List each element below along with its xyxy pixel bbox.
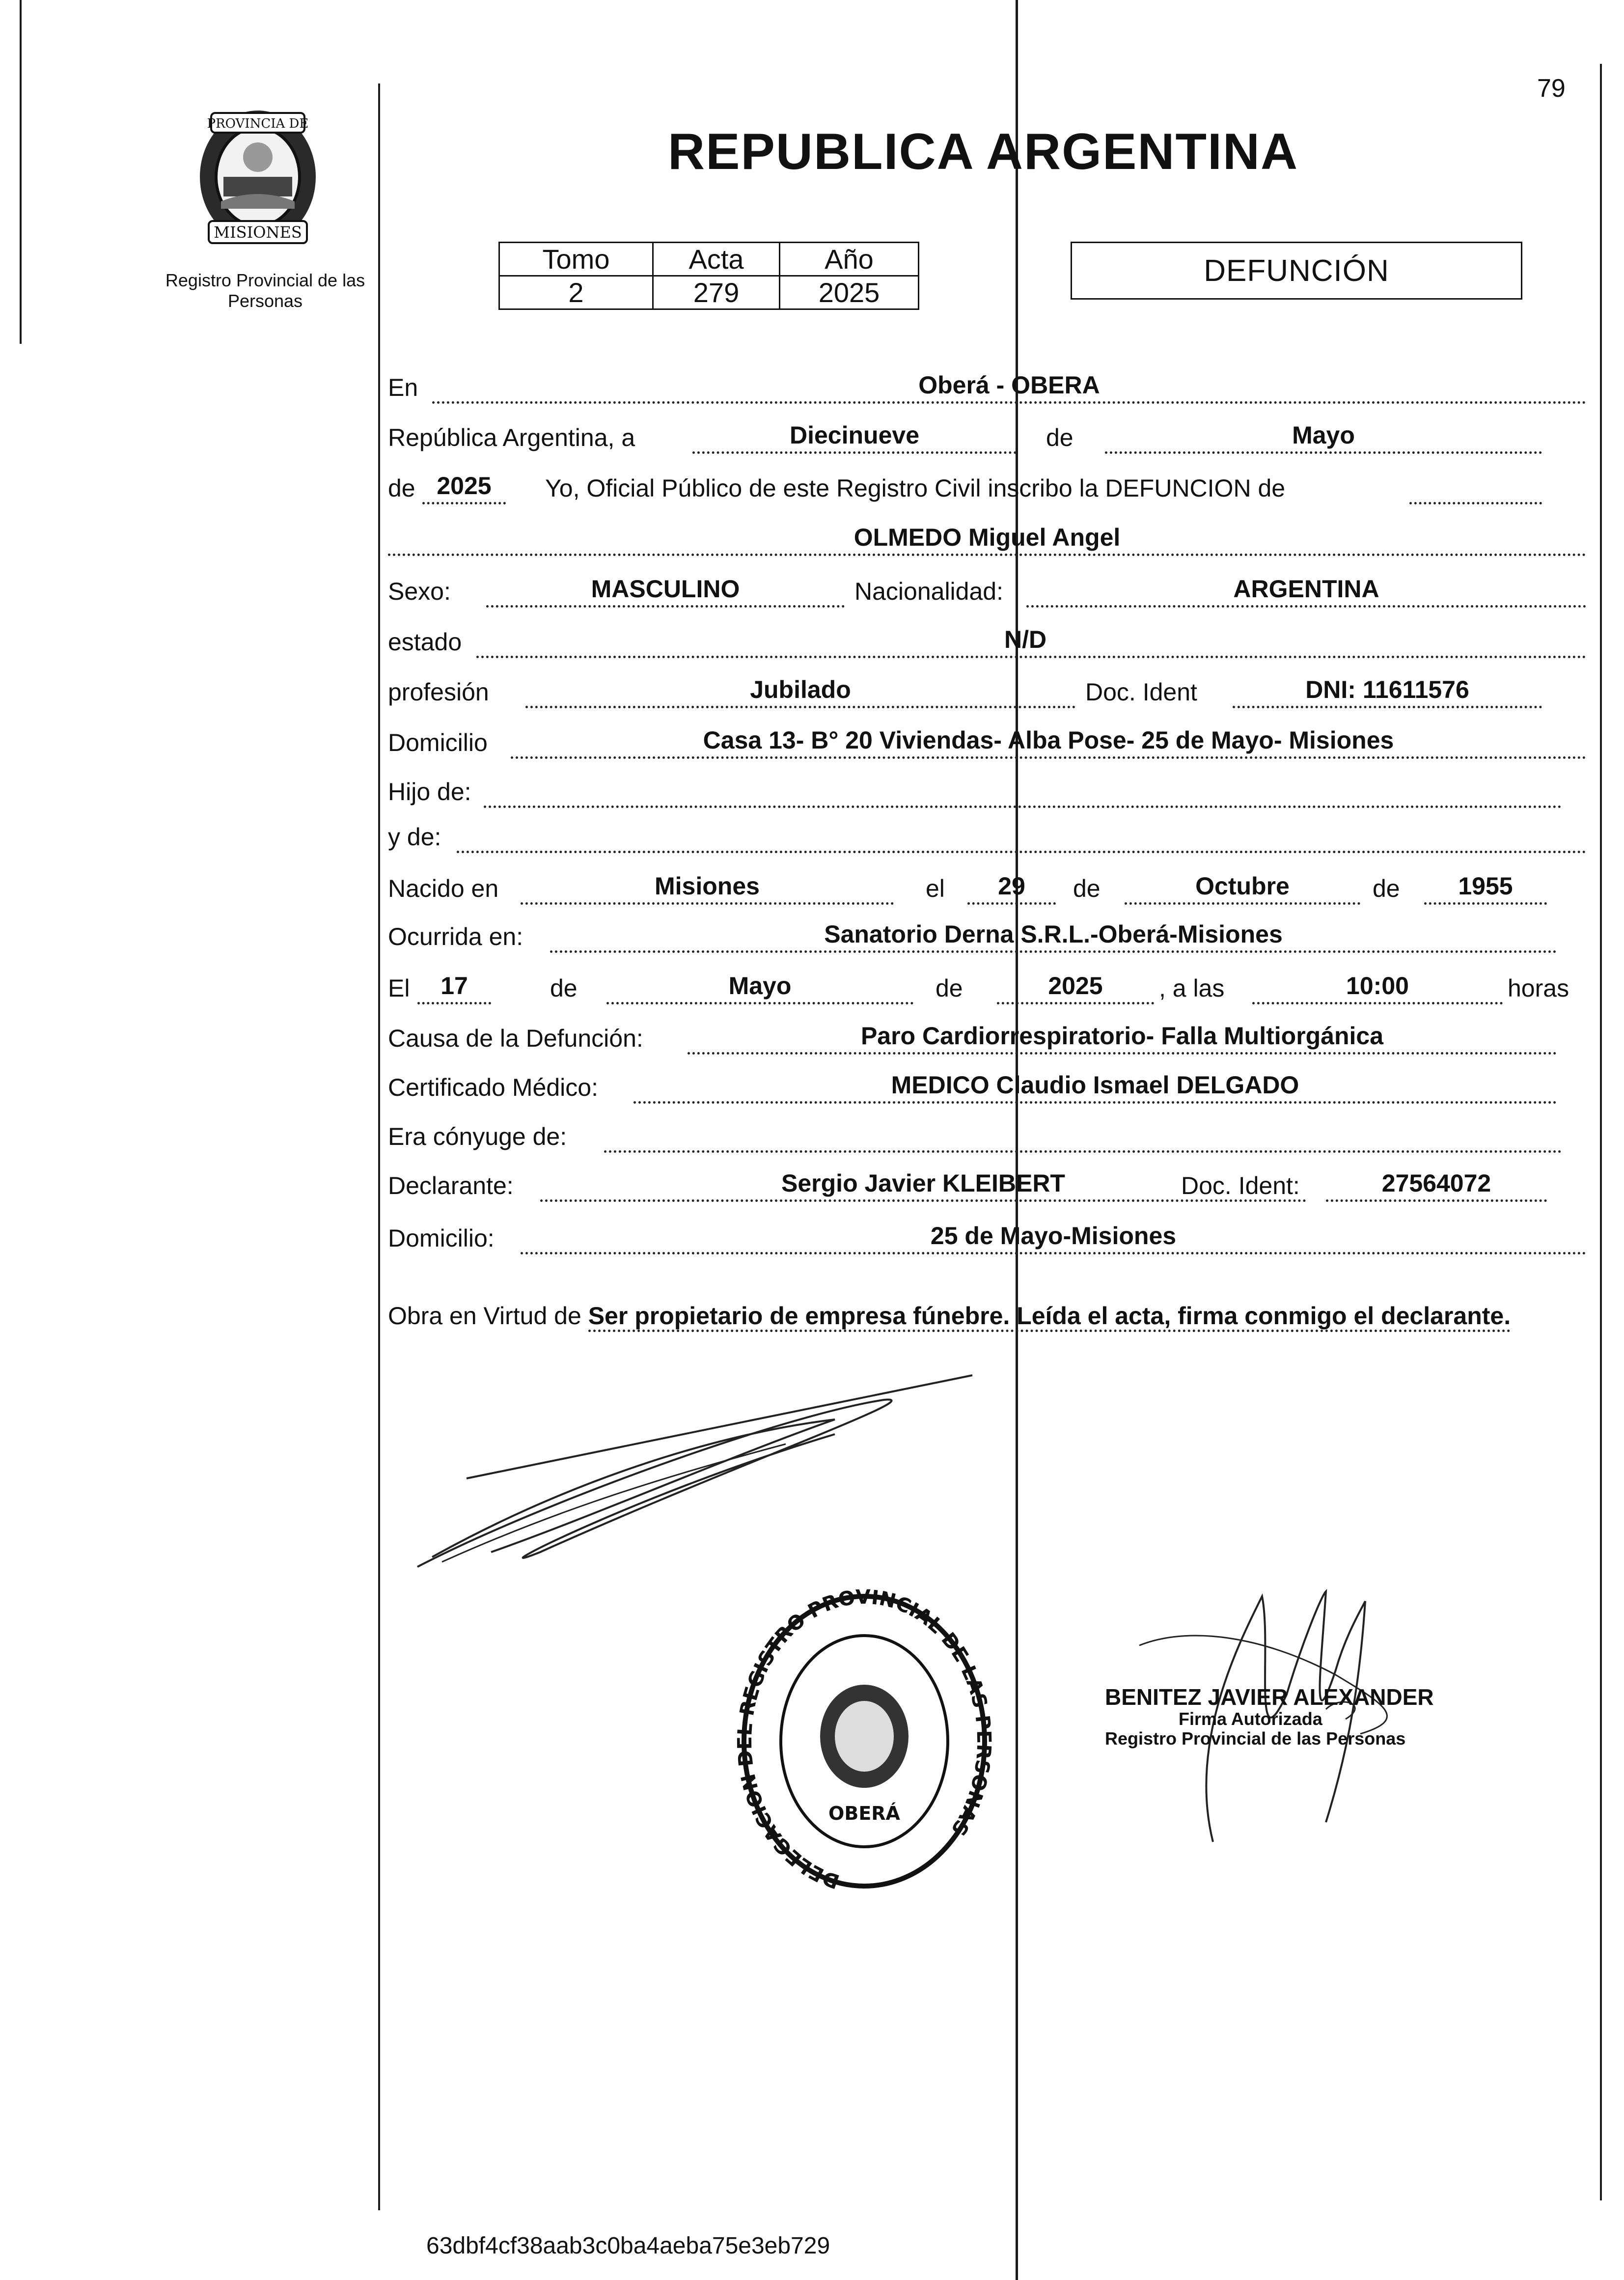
- row-certificado: [388, 1068, 1586, 1108]
- republica-label: República Argentina, a: [388, 424, 635, 451]
- left-margin-line: [20, 0, 22, 344]
- death-month: Mayo: [606, 975, 913, 1004]
- row-hijo: [388, 773, 1586, 812]
- document-type-box: DEFUNCIÓN: [1071, 242, 1522, 300]
- statement-text: Yo, Oficial Público de este Registro Civil inscribo la DEFUNCION de: [545, 474, 1286, 502]
- obra-label: Obra en Virtud de: [388, 1302, 581, 1330]
- ocurrida-value: Sanatorio Derna S.R.L.-Oberá-Misiones: [550, 923, 1557, 953]
- horas-label: horas: [1508, 974, 1569, 1002]
- sexo-label: Sexo:: [388, 578, 451, 605]
- logo-seal-bottom-text: MISIONES: [214, 223, 302, 242]
- registry-table: [498, 242, 919, 310]
- nacido-value: Misiones: [521, 875, 894, 905]
- yde-value: [457, 824, 1586, 853]
- row-en: [388, 368, 1586, 408]
- stamp-ring-text: DELEGACION REGISTRO PROVINCIAL DE LAS SONAS: [737, 1589, 992, 1893]
- row-statement: [388, 469, 1586, 508]
- statement-trailing-dots: [1409, 475, 1542, 504]
- domicilio-value: Casa 13- B° 20 Viviendas- Alba Pose- 25 de Mayo- Misiones: [511, 729, 1586, 759]
- birth-de2-label: de: [1373, 875, 1400, 902]
- birth-month: Octubre: [1125, 875, 1360, 905]
- row-estado: [388, 623, 1586, 662]
- row-name: [388, 521, 1586, 560]
- hijo-value: [484, 779, 1562, 808]
- tomo-value: 2: [499, 276, 653, 309]
- logo-seal-top-text: PROVINCIA DE: [207, 116, 309, 131]
- death-de1-label: de: [550, 974, 578, 1002]
- birth-day: 29: [967, 875, 1056, 905]
- row-death-date: [388, 969, 1586, 1008]
- causa-value: Paro Cardiorrespiratorio- Falla Multiorgánica: [688, 1025, 1557, 1055]
- domicilio2-label: Domicilio:: [388, 1224, 495, 1252]
- sexo-value: MASCULINO: [486, 578, 845, 608]
- row-yde: [388, 818, 1586, 857]
- row-date: [388, 418, 1586, 458]
- conyuge-label: Era cónyuge de:: [388, 1123, 567, 1150]
- estado-value: N/D: [476, 629, 1586, 658]
- domicilio2-value: 25 de Mayo-Misiones: [521, 1225, 1586, 1254]
- month: Mayo: [1105, 424, 1542, 454]
- doc-ident-value: DNI: 11611576: [1233, 679, 1542, 708]
- death-el-label: El: [388, 974, 410, 1002]
- official-stamp: [737, 1589, 992, 1896]
- registry-caption: Registro Provincial de las Personas: [165, 270, 365, 311]
- form-right-border: [1600, 64, 1602, 2200]
- doc-ident2-label: Doc. Ident:: [1181, 1172, 1300, 1199]
- alas-label: , a las: [1159, 974, 1225, 1002]
- year: 2025: [422, 475, 506, 504]
- birth-de1-label: de: [1073, 875, 1101, 902]
- en-value: Oberá - OBERA: [432, 374, 1586, 404]
- nacionalidad-value: ARGENTINA: [1026, 578, 1586, 608]
- nacido-label: Nacido en: [388, 875, 499, 902]
- estado-label: estado: [388, 628, 462, 656]
- acta-value: 279: [653, 276, 780, 309]
- doc-ident-label: Doc. Ident: [1085, 678, 1197, 706]
- ocurrida-label: Ocurrida en:: [388, 923, 523, 950]
- death-de2-label: de: [936, 974, 963, 1002]
- misiones-coat-of-arms-logo: [184, 103, 331, 253]
- authorized-signature-block: [1105, 1685, 1434, 1749]
- stamp-center-text: OBERÁ: [828, 1803, 900, 1824]
- document-hash: 63dbf4cf38aab3c0ba4aeba75e3eb729: [426, 2233, 830, 2259]
- year-label: de: [388, 474, 415, 502]
- authorized-institution: Registro Provincial de las Personas: [1105, 1728, 1406, 1749]
- nacionalidad-label: Nacionalidad:: [854, 578, 1003, 605]
- de-label: de: [1046, 424, 1073, 451]
- causa-label: Causa de la Defunción:: [388, 1025, 643, 1052]
- row-profesion: [388, 673, 1586, 712]
- page-number: 79: [1537, 74, 1566, 103]
- en-label: En: [388, 374, 418, 401]
- row-obra: [388, 1297, 1589, 1335]
- row-conyuge: [388, 1117, 1586, 1157]
- death-day: 17: [417, 975, 491, 1004]
- certificado-value: MEDICO Claudio Ismael DELGADO: [633, 1074, 1557, 1104]
- row-domicilio: [388, 723, 1586, 763]
- day-text: Diecinueve: [692, 424, 1017, 454]
- row-causa: [388, 1019, 1586, 1058]
- row-ocurrida: [388, 918, 1586, 957]
- doc-ident2-value: 27564072: [1326, 1172, 1547, 1202]
- document-title: REPUBLICA ARGENTINA: [668, 123, 1299, 180]
- tomo-header: Tomo: [499, 243, 653, 276]
- death-year: 2025: [997, 975, 1154, 1004]
- deceased-name: OLMEDO Miguel Angel: [388, 527, 1586, 556]
- conyuge-value: [604, 1123, 1562, 1153]
- row-declarante: [388, 1167, 1586, 1206]
- authorized-name: BENITEZ JAVIER ALEXANDER: [1105, 1684, 1434, 1710]
- row-domicilio2: [388, 1219, 1586, 1258]
- certificado-label: Certificado Médico:: [388, 1074, 598, 1101]
- profesion-value: Jubilado: [525, 679, 1075, 708]
- row-nacido: [388, 869, 1586, 909]
- ano-value: 2025: [780, 276, 919, 309]
- hijo-label: Hijo de:: [388, 778, 471, 806]
- registry-header-row: [499, 243, 919, 276]
- profesion-label: profesión: [388, 678, 489, 706]
- domicilio-label: Domicilio: [388, 729, 488, 756]
- authorized-role: Firma Autorizada: [1179, 1709, 1322, 1729]
- yde-label: y de:: [388, 823, 441, 851]
- row-sexo: [388, 572, 1586, 612]
- obra-value: Ser propietario de empresa fúnebre. Leída el acta, firma conmigo el declarante.: [588, 1302, 1511, 1332]
- death-time: 10:00: [1252, 975, 1503, 1004]
- form-left-border: [378, 83, 380, 2210]
- ano-header: Año: [780, 243, 919, 276]
- declarante-label: Declarante:: [388, 1172, 514, 1199]
- declarante-value: Sergio Javier KLEIBERT: [540, 1172, 1306, 1202]
- birth-el-label: el: [926, 875, 945, 902]
- birth-year: 1955: [1424, 875, 1547, 905]
- declarant-signature: [393, 1356, 982, 1579]
- registry-value-row: [499, 276, 919, 309]
- acta-header: Acta: [653, 243, 780, 276]
